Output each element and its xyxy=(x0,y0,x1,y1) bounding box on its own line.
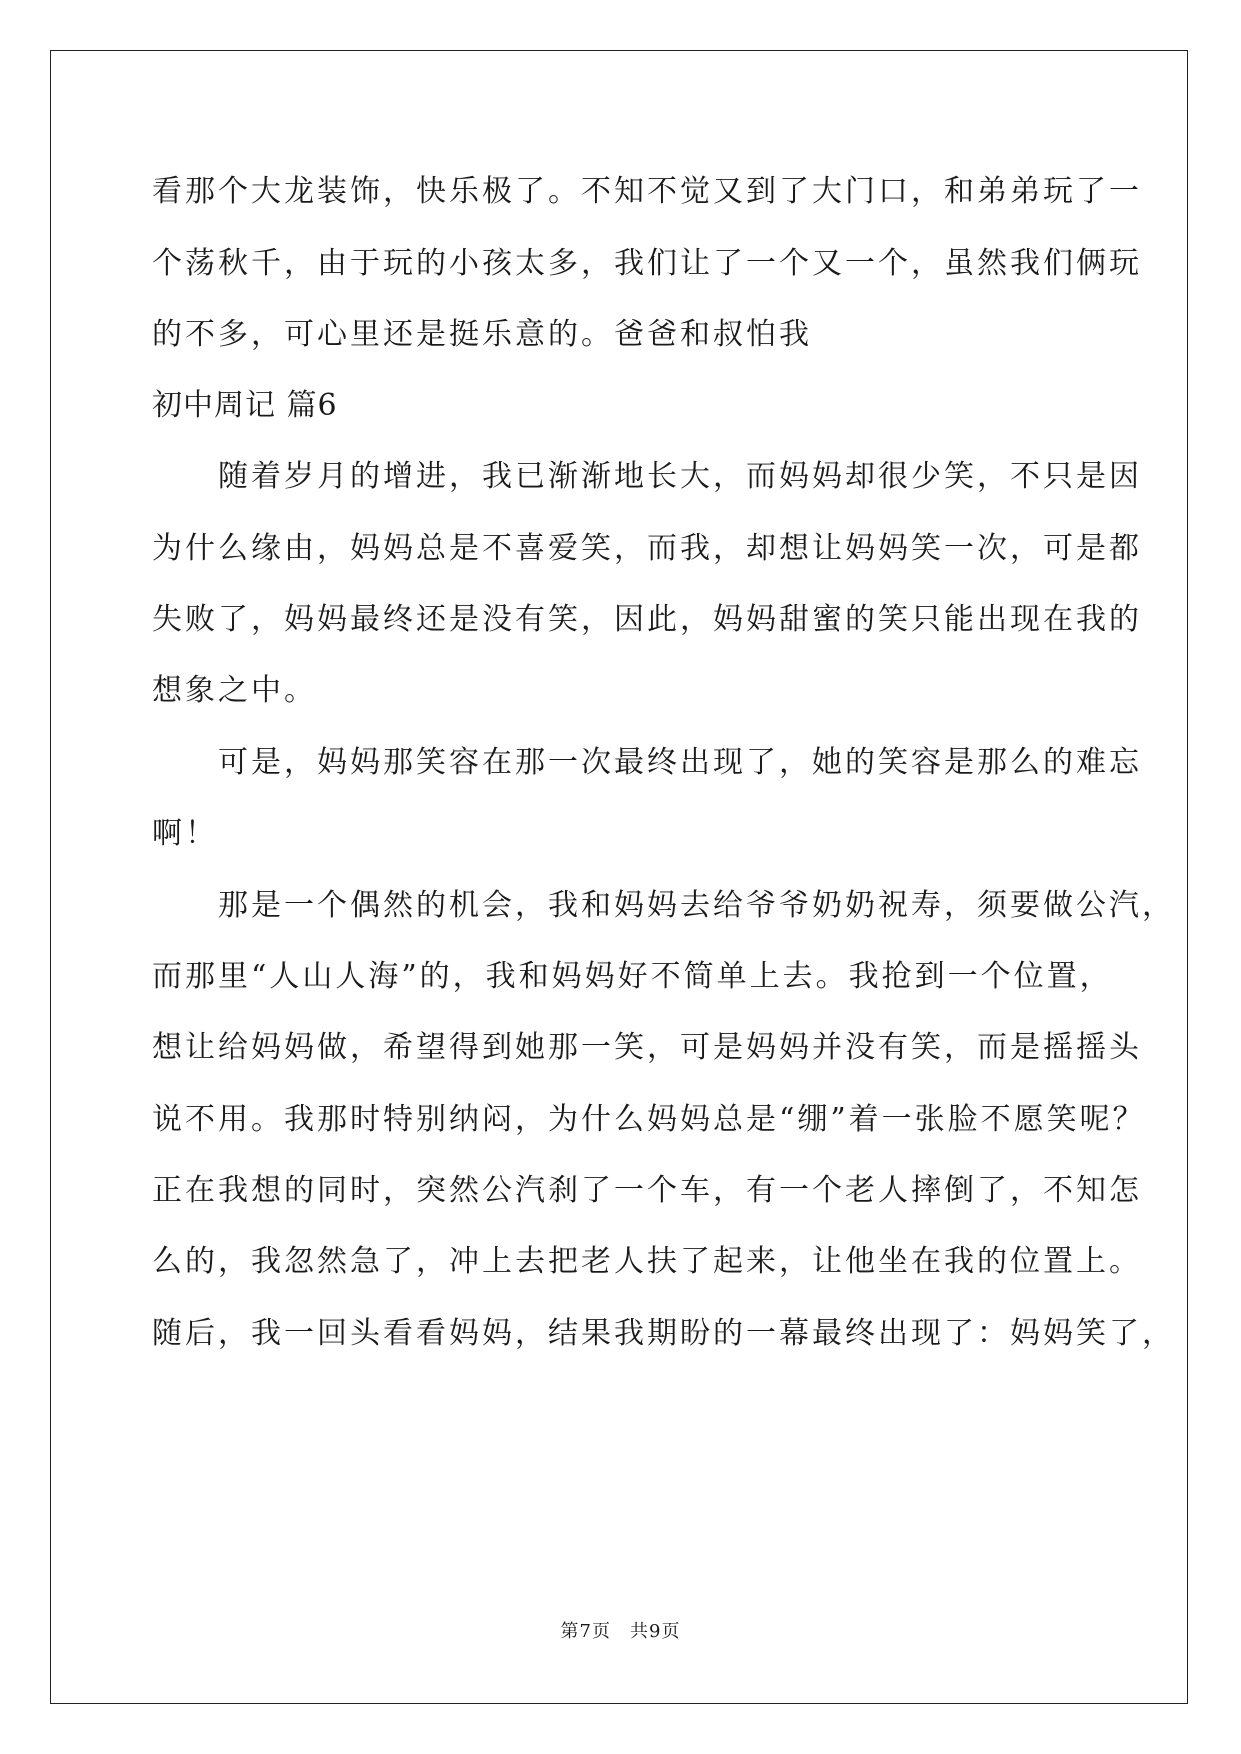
text-line-1: 看那个大龙装饰，快乐极了。不知不觉又到了大门口，和弟弟玩了一 xyxy=(152,174,1142,209)
text-line-13: 想让给妈妈做，希望得到她那一笑，可是妈妈并没有笑，而是摇摇头 xyxy=(152,1030,1142,1065)
text-line-12: 而那里“人山人海”的，我和妈妈好不简单上去。我抢到一个位置， xyxy=(152,959,1113,994)
text-line-6: 为什么缘由，妈妈总是不喜爱笑，而我，却想让妈妈笑一次，可是都 xyxy=(152,531,1142,566)
text-line-17: 随后，我一回头看看妈妈，结果我期盼的一幕最终出现了：妈妈笑了， xyxy=(152,1316,1175,1351)
text-line-9: 可是，妈妈那笑容在那一次最终出现了，她的笑容是那么的难忘 xyxy=(152,745,1142,780)
text-line-2: 个荡秋千，由于玩的小孩太多，我们让了一个又一个，虽然我们俩玩 xyxy=(152,246,1142,281)
text-line-5: 随着岁月的增进，我已渐渐地长大，而妈妈却很少笑，不只是因 xyxy=(152,459,1142,494)
section-heading: 初中周记 篇6 xyxy=(152,388,338,423)
text-line-16: 么的，我忽然急了，冲上去把老人扶了起来，让他坐在我的位置上。 xyxy=(152,1244,1142,1279)
text-line-7: 失败了，妈妈最终还是没有笑，因此，妈妈甜蜜的笑只能出现在我的 xyxy=(152,602,1142,637)
text-line-3: 的不多，可心里还是挺乐意的。爸爸和叔怕我 xyxy=(152,317,812,352)
text-line-14: 说不用。我那时特别纳闷，为什么妈妈总是“绷”着一张脸不愿笑呢？ xyxy=(152,1102,1146,1137)
page-number: 第7页 共9页 xyxy=(560,1621,681,1642)
page-border xyxy=(50,50,1188,1704)
text-line-10: 啊！ xyxy=(152,816,218,851)
text-line-15: 正在我想的同时，突然公汽刹了一个车，有一个老人摔倒了，不知怎 xyxy=(152,1173,1142,1208)
text-line-8: 想象之中。 xyxy=(152,673,317,708)
text-line-11: 那是一个偶然的机会，我和妈妈去给爷爷奶奶祝寿，须要做公汽， xyxy=(152,888,1175,923)
